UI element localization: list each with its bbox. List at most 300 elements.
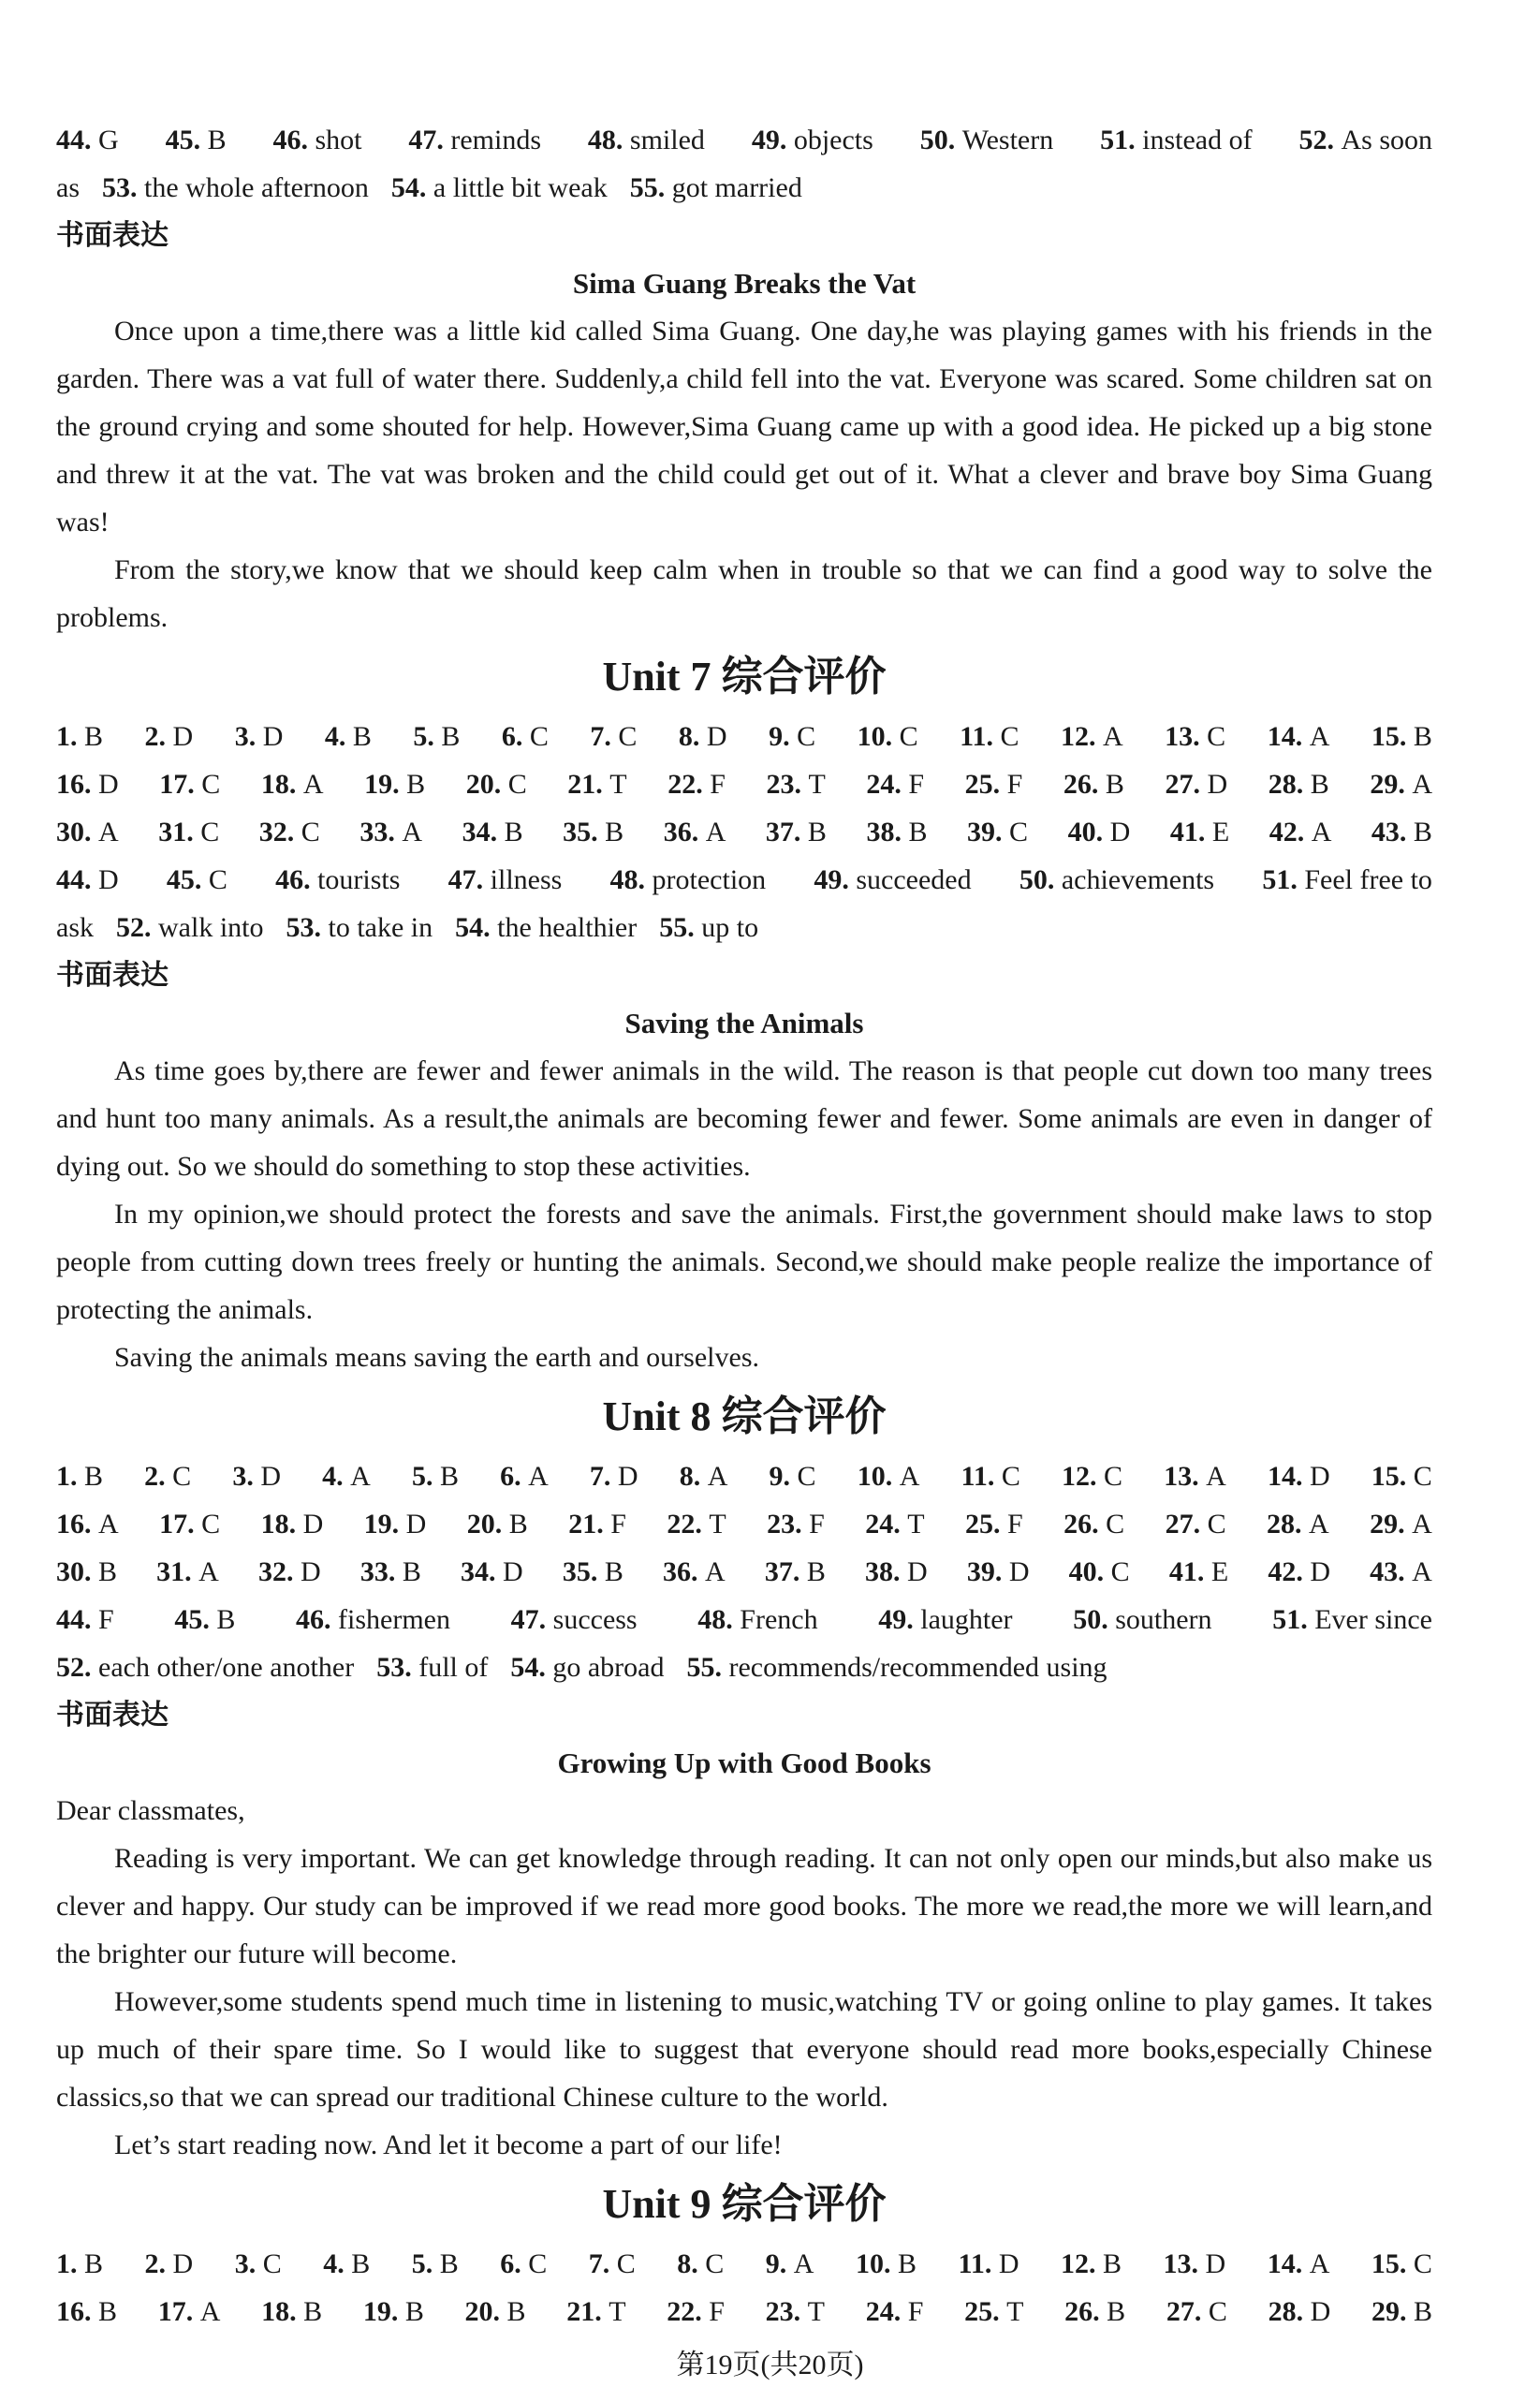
question-number: 43. — [1370, 1556, 1413, 1587]
answer-item — [466, 760, 527, 808]
question-number: 13. — [1165, 721, 1208, 752]
answer-value: D — [1310, 1556, 1330, 1587]
answer-value: D — [998, 2248, 1019, 2279]
answer-row — [56, 1500, 1432, 1548]
essay-paragraph: In my opinion,we should protect the forests and save the animals. First,the government should make laws to stop people from cutting down trees freely or hunting the animals. Second,we should make people realize the importance of protecting the animals. — [56, 1199, 1432, 1325]
answer-value: A — [302, 769, 324, 800]
answer-value: B — [1107, 2296, 1126, 2327]
answer-item — [412, 1452, 459, 1500]
answer-item — [677, 2240, 724, 2288]
answer-item — [866, 2288, 924, 2336]
question-number: 7. — [590, 721, 619, 752]
answer-row — [56, 2288, 1432, 2336]
answer-value: C — [618, 721, 638, 752]
question-number: 21. — [567, 769, 610, 800]
question-number: 54. — [390, 172, 433, 203]
answer-value: C — [528, 2248, 548, 2279]
answer-value: B — [1413, 2296, 1432, 2327]
answer-item — [856, 2240, 917, 2288]
question-number: 23. — [765, 2296, 808, 2327]
answer-row — [56, 1452, 1432, 1500]
question-number: 29. — [1371, 2296, 1414, 2327]
question-number: 19. — [363, 1509, 406, 1540]
answer-value: B — [84, 1461, 104, 1492]
question-number: 26. — [1063, 1509, 1107, 1540]
answer-item — [364, 760, 425, 808]
essay-paragraph: Once upon a time,there was a little kid called Sima Guang. One day,he was playing games with his friends in the garden. There was a vat full of water there. Suddenly,a child fell into the vat. Everyone was scared. Some children sat on the ground crying and some shouted for help. However,Sima Guang came up with a good idea. He picked up a big stone and threw it at the vat. The vat was broken and the child could get out of it. What a clever and brave boy Sima Guang was! — [56, 316, 1432, 538]
answer-value: C — [1413, 2248, 1432, 2279]
answer-item — [1062, 1452, 1122, 1500]
answer-value: D — [1207, 769, 1228, 800]
answer-item — [174, 1596, 235, 1643]
answer-item — [1370, 1548, 1432, 1596]
question-number: 34. — [462, 817, 505, 847]
question-number: 52. — [56, 1652, 98, 1683]
question-number: 38. — [866, 817, 909, 847]
answer-value: D — [1205, 2248, 1226, 2279]
answer-item — [767, 1500, 825, 1548]
answer-value: D — [1309, 1461, 1330, 1492]
question-number: 1. — [56, 1461, 84, 1492]
question-number: 3. — [234, 2248, 263, 2279]
question-number: 36. — [663, 1556, 705, 1587]
answer-item — [391, 164, 608, 212]
answer-item — [259, 808, 320, 856]
answer-value: C — [1009, 817, 1029, 847]
answer-value: A — [793, 2248, 814, 2279]
question-number: 28. — [1267, 1509, 1310, 1540]
question-number: 30. — [56, 817, 98, 847]
question-number: 24. — [866, 769, 909, 800]
question-number: 37. — [764, 1556, 807, 1587]
answer-item — [56, 116, 119, 164]
answer-value: C — [1207, 1509, 1226, 1540]
answer-value: D — [301, 1556, 321, 1587]
answer-value: D — [98, 864, 119, 895]
answer-value: B — [351, 2248, 371, 2279]
answer-item — [364, 1500, 427, 1548]
answer-item — [56, 2240, 103, 2288]
question-number: 2. — [144, 2248, 173, 2279]
answer-value: A — [1206, 1461, 1226, 1492]
question-number: 12. — [1062, 1461, 1105, 1492]
answer-item — [769, 713, 815, 760]
answer-value: D — [706, 721, 727, 752]
question-number: 50. — [919, 125, 962, 155]
answer-value: C — [200, 817, 220, 847]
answer-item — [1262, 856, 1432, 904]
answer-value: A — [402, 817, 423, 847]
answer-item — [502, 713, 549, 760]
question-number: 40. — [1067, 817, 1110, 847]
answer-item — [232, 1452, 281, 1500]
answer-item — [1269, 2288, 1331, 2336]
answer-value: A — [528, 1461, 549, 1492]
question-number: 52. — [1298, 125, 1342, 155]
answer-item — [56, 904, 94, 951]
answer-value: C — [1104, 1461, 1123, 1492]
answer-value: walk into — [158, 912, 264, 943]
answer-item — [1166, 2288, 1227, 2336]
answer-value: got married — [671, 172, 802, 203]
answer-value: C — [172, 1461, 192, 1492]
question-number: 21. — [568, 1509, 611, 1540]
question-number: 45. — [174, 1604, 217, 1635]
question-number: 2. — [144, 1461, 173, 1492]
question-number: 10. — [855, 2248, 898, 2279]
answer-item — [590, 1452, 638, 1500]
question-number: 8. — [677, 2248, 706, 2279]
answer-item — [659, 904, 758, 951]
answer-item — [102, 164, 369, 212]
answer-value: C — [262, 2248, 282, 2279]
answer-item — [56, 1500, 119, 1548]
answer-value: A — [705, 817, 726, 847]
question-number: 22. — [667, 1509, 710, 1540]
answer-value: B — [402, 1556, 421, 1587]
answer-item — [455, 904, 637, 951]
answer-value: B — [441, 721, 461, 752]
answer-value: Western — [961, 125, 1054, 155]
question-number: 20. — [465, 769, 508, 800]
answer-row — [56, 164, 1432, 212]
answer-item — [1064, 2288, 1125, 2336]
question-number: 41. — [1168, 1556, 1211, 1587]
answer-value: D — [405, 1509, 427, 1540]
answer-value: E — [1210, 1556, 1229, 1587]
question-number: 18. — [260, 1509, 303, 1540]
answer-item — [286, 904, 433, 951]
answer-value: C — [899, 721, 918, 752]
answer-item — [1169, 1548, 1228, 1596]
answer-value: F — [710, 769, 726, 800]
question-number: 8. — [679, 1461, 708, 1492]
question-number: 14. — [1267, 2248, 1310, 2279]
unit-heading — [56, 1383, 1432, 1451]
answer-item — [965, 1500, 1023, 1548]
answer-item — [261, 760, 324, 808]
answer-value: D — [262, 721, 284, 752]
question-number: 24. — [865, 2296, 908, 2327]
essay-paragraph: However,some students spend much time in listening to music,watching TV or going online to play games. It takes up much of their spare time. So I would like to suggest that everyone should read more books,especially Chinese classics,so that we can spread our traditional Chinese culture to the world. — [56, 1986, 1432, 2113]
answer-value: success — [552, 1604, 638, 1635]
question-number: 3. — [232, 1461, 261, 1492]
answer-value: D — [1109, 817, 1131, 847]
answer-item — [1298, 116, 1432, 164]
question-number: 47. — [408, 125, 451, 155]
question-number: 52. — [116, 912, 158, 943]
question-number: 23. — [767, 1509, 810, 1540]
answer-value: French — [740, 1604, 818, 1635]
question-number: 19. — [362, 2296, 405, 2327]
section-heading-writing: 书面表达 — [56, 959, 169, 992]
answer-value: each other/one another — [98, 1652, 355, 1683]
essay-title: Sima Guang Breaks the Vat — [572, 267, 917, 300]
answer-value: C — [201, 1509, 221, 1540]
answer-item — [770, 1452, 816, 1500]
answer-value: C — [208, 864, 227, 895]
question-number: 20. — [466, 1509, 509, 1540]
answer-item — [1371, 1452, 1432, 1500]
question-number: 32. — [258, 1556, 301, 1587]
answer-value: B — [207, 125, 227, 155]
answer-item — [467, 1500, 528, 1548]
question-number: 17. — [159, 1509, 202, 1540]
answer-item — [56, 856, 119, 904]
answer-value: D — [260, 1461, 281, 1492]
answer-item — [1371, 2240, 1432, 2288]
answer-item — [145, 713, 194, 760]
answer-item — [766, 2240, 814, 2288]
answer-item — [1164, 1452, 1226, 1500]
answer-item — [510, 1643, 664, 1691]
question-number: 10. — [857, 721, 900, 752]
answer-value: A — [350, 1461, 371, 1492]
answer-item — [697, 1596, 817, 1643]
answer-item — [159, 760, 220, 808]
question-number: 25. — [965, 1509, 1008, 1540]
answer-item — [1371, 2288, 1432, 2336]
essay-greeting: Dear classmates, — [56, 1795, 245, 1826]
answer-value: full of — [418, 1652, 489, 1683]
answer-item — [56, 808, 119, 856]
answer-item — [56, 713, 103, 760]
question-number: 16. — [56, 2296, 98, 2327]
question-number: 33. — [359, 817, 403, 847]
answer-item — [261, 1500, 324, 1548]
answer-item — [1164, 2240, 1226, 2288]
question-number: 17. — [159, 769, 202, 800]
answer-item — [610, 856, 767, 904]
question-number: 11. — [958, 2248, 999, 2279]
answer-item — [56, 1452, 103, 1500]
question-number: 48. — [609, 864, 653, 895]
question-number: 28. — [1268, 2296, 1311, 2327]
question-number: 25. — [964, 2296, 1007, 2327]
answer-item — [461, 1548, 523, 1596]
answer-item — [56, 164, 80, 212]
question-number: 35. — [562, 1556, 605, 1587]
unit-number: Unit 7 — [602, 654, 711, 700]
answer-item — [500, 1452, 549, 1500]
question-number: 55. — [629, 172, 672, 203]
question-number: 16. — [56, 769, 98, 800]
answer-item — [680, 1452, 728, 1500]
question-number: 25. — [964, 769, 1007, 800]
answer-value: B — [406, 769, 426, 800]
answer-item — [144, 1452, 191, 1500]
answer-item — [814, 856, 971, 904]
answer-item — [1061, 713, 1123, 760]
answer-item — [865, 1548, 928, 1596]
answer-item — [1165, 760, 1227, 808]
answer-item — [56, 1596, 114, 1643]
question-number: 27. — [1166, 2296, 1209, 2327]
question-number: 14. — [1267, 1461, 1310, 1492]
question-number: 5. — [411, 1461, 440, 1492]
question-number: 33. — [359, 1556, 403, 1587]
answer-row — [56, 713, 1432, 760]
answer-item — [858, 1452, 920, 1500]
answer-item — [1272, 1596, 1432, 1643]
answer-value: A — [1103, 721, 1123, 752]
answer-item — [967, 1548, 1030, 1596]
question-number: 46. — [275, 864, 318, 895]
answer-value: instead of — [1142, 125, 1253, 155]
answer-value: B — [1105, 769, 1124, 800]
answer-value: recommends/recommended using — [728, 1652, 1107, 1683]
answer-value: B — [1310, 769, 1329, 800]
question-number: 13. — [1163, 2248, 1206, 2279]
question-number: 55. — [659, 912, 702, 943]
question-number: 3. — [234, 721, 263, 752]
answer-item — [1165, 713, 1225, 760]
answer-row — [56, 760, 1432, 808]
answer-item — [1268, 1548, 1330, 1596]
answer-value: D — [503, 1556, 523, 1587]
question-number: 24. — [865, 1509, 908, 1540]
answer-item — [566, 2288, 625, 2336]
question-number: 51. — [1100, 125, 1143, 155]
answer-item — [156, 1548, 219, 1596]
question-number: 54. — [455, 912, 498, 943]
answer-value: B — [404, 2296, 424, 2327]
answer-value: G — [98, 125, 119, 155]
answer-value: T — [709, 1509, 726, 1540]
answer-value: smiled — [629, 125, 705, 155]
answer-value: B — [352, 721, 372, 752]
answer-value: Ever since — [1314, 1604, 1432, 1635]
answer-value: T — [609, 2296, 626, 2327]
answer-value: objects — [793, 125, 873, 155]
answer-item — [1370, 1500, 1432, 1548]
answer-value: B — [897, 2248, 917, 2279]
answer-item — [858, 713, 918, 760]
answer-item — [1371, 713, 1432, 760]
question-number: 17. — [157, 2296, 200, 2327]
answer-item — [145, 2240, 194, 2288]
question-number: 54. — [510, 1652, 553, 1683]
answer-value: D — [907, 1556, 928, 1587]
question-number: 6. — [500, 1461, 529, 1492]
question-number: 6. — [501, 721, 530, 752]
question-number: 51. — [1262, 864, 1305, 895]
answer-item — [413, 713, 460, 760]
answer-item — [920, 116, 1054, 164]
unit-subtitle: 综合评价 — [721, 653, 887, 700]
answer-item — [878, 1596, 1012, 1643]
answer-item — [1269, 808, 1332, 856]
answer-item — [167, 856, 227, 904]
answer-value: F — [908, 769, 925, 800]
answer-value: F — [1007, 1509, 1023, 1540]
answer-value: A — [705, 1556, 726, 1587]
answer-value: T — [807, 2296, 825, 2327]
answer-value: as — [56, 172, 80, 203]
question-number: 27. — [1165, 1509, 1208, 1540]
answer-item — [568, 1500, 626, 1548]
answer-value: go abroad — [552, 1652, 665, 1683]
answer-value: C — [1110, 1556, 1130, 1587]
answer-value: F — [610, 1509, 626, 1540]
answer-item — [158, 2288, 221, 2336]
question-number: 49. — [878, 1604, 921, 1635]
answer-value: C — [201, 769, 221, 800]
question-number: 4. — [322, 1461, 351, 1492]
answer-value: B — [806, 1556, 826, 1587]
answer-value: C — [616, 2248, 636, 2279]
question-number: 45. — [166, 864, 209, 895]
answer-value: C — [797, 1461, 816, 1492]
question-number: 5. — [413, 721, 442, 752]
question-number: 31. — [156, 1556, 199, 1587]
essay-paragraph: Reading is very important. We can get knowledge through reading. It can not only open our minds,but also make us clever and happy. Our study can be improved if we read more good books. The more we read,the more we will learn,and the brighter our future will become. — [56, 1843, 1432, 1969]
answer-item — [961, 1452, 1020, 1500]
answer-item — [1166, 1500, 1226, 1548]
question-number: 1. — [56, 721, 84, 752]
answer-value: A — [1412, 1509, 1432, 1540]
answer-item — [376, 1643, 488, 1691]
answer-item — [1061, 2240, 1122, 2288]
question-number: 50. — [1073, 1604, 1116, 1635]
question-number: 46. — [296, 1604, 339, 1635]
answer-value: D — [172, 2248, 194, 2279]
answer-value: A — [98, 817, 119, 847]
answer-item — [563, 1548, 623, 1596]
unit-subtitle: 综合评价 — [721, 2180, 887, 2228]
answer-value: southern — [1115, 1604, 1212, 1635]
answer-item — [412, 2240, 459, 2288]
question-number: 51. — [1272, 1604, 1315, 1635]
answer-value: C — [1001, 1461, 1020, 1492]
question-number: 9. — [769, 1461, 798, 1492]
question-number: 15. — [1371, 1461, 1414, 1492]
answer-item — [408, 116, 541, 164]
answer-value: C — [507, 769, 527, 800]
question-number: 26. — [1064, 2296, 1107, 2327]
answer-item — [500, 2240, 547, 2288]
answer-item — [766, 808, 827, 856]
question-number: 48. — [587, 125, 630, 155]
answer-value: T — [808, 769, 826, 800]
question-number: 19. — [364, 769, 407, 800]
answer-value: A — [1309, 2248, 1330, 2279]
answer-value: C — [529, 721, 549, 752]
answer-item — [359, 808, 422, 856]
answer-item — [964, 2288, 1023, 2336]
question-number: 32. — [258, 817, 301, 847]
answer-value: B — [508, 1509, 528, 1540]
answer-item — [462, 808, 523, 856]
answer-value: reminds — [450, 125, 542, 155]
question-number: 11. — [960, 721, 1001, 752]
answer-value: F — [809, 1509, 825, 1540]
answer-value: B — [504, 817, 523, 847]
answer-item — [296, 1596, 450, 1643]
answer-item — [958, 2240, 1019, 2288]
answer-row — [56, 1596, 1432, 1643]
answer-value: F — [98, 1604, 114, 1635]
answer-item — [686, 1643, 1107, 1691]
answer-value: C — [797, 721, 816, 752]
answer-row — [56, 2240, 1432, 2288]
section-heading-writing: 书面表达 — [56, 219, 169, 252]
answer-value: to take in — [328, 912, 433, 943]
question-number: 53. — [102, 172, 144, 203]
answer-item — [275, 856, 400, 904]
question-number: 14. — [1267, 721, 1310, 752]
answer-item — [360, 1548, 421, 1596]
